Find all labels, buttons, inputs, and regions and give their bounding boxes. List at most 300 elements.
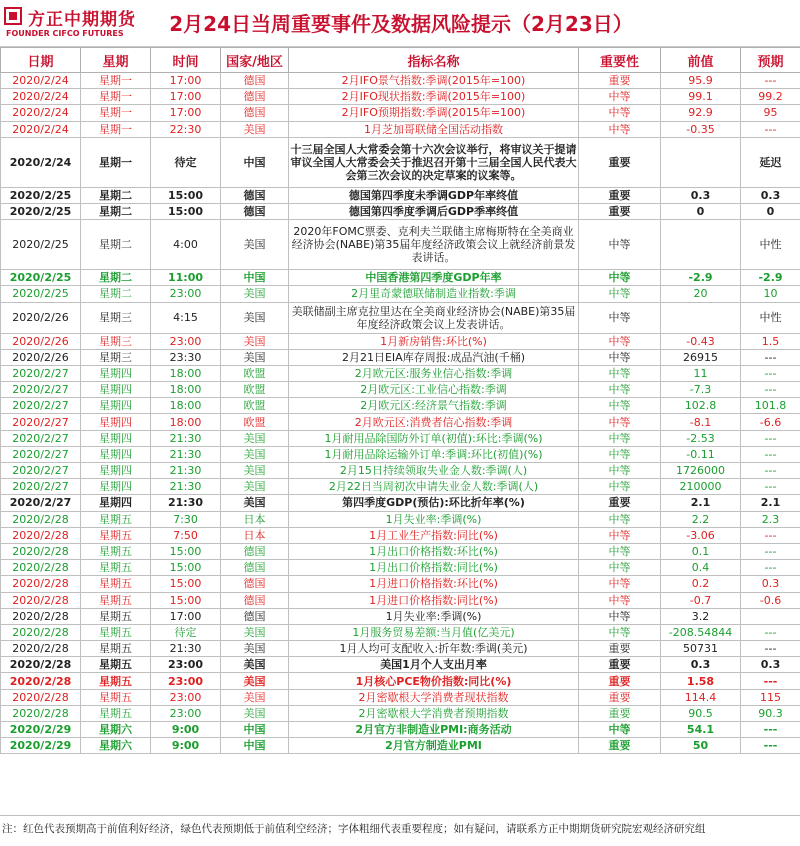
cell-importance: 中等 (579, 479, 661, 495)
cell-time: 21:30 (151, 430, 221, 446)
cell-time: 18:00 (151, 398, 221, 414)
cell-indicator: 2月密歇根大学消费者预期指数 (289, 705, 579, 721)
cell-importance: 中等 (579, 722, 661, 738)
cell-importance: 重要 (579, 689, 661, 705)
cell-time: 15:00 (151, 576, 221, 592)
cell-region: 美国 (221, 349, 289, 365)
table-row (1, 722, 800, 738)
table-row (1, 479, 800, 495)
cell-forecast: --- (741, 641, 800, 657)
cell-region: 德国 (221, 543, 289, 559)
cell-weekday: 星期四 (81, 495, 151, 511)
cell-region: 美国 (221, 121, 289, 137)
cell-importance: 中等 (579, 349, 661, 365)
cell-region: 美国 (221, 495, 289, 511)
cell-weekday: 星期五 (81, 592, 151, 608)
cell-forecast: --- (741, 382, 800, 398)
cell-weekday: 星期五 (81, 543, 151, 559)
cell-importance: 重要 (579, 73, 661, 89)
cell-time: 待定 (151, 137, 221, 187)
cell-time: 21:30 (151, 641, 221, 657)
cell-importance: 中等 (579, 446, 661, 462)
cell-importance: 重要 (579, 673, 661, 689)
cell-date: 2020/2/28 (1, 608, 81, 624)
cell-importance: 重要 (579, 495, 661, 511)
cell-previous: -2.9 (661, 270, 741, 286)
cell-previous: 3.2 (661, 608, 741, 624)
cell-forecast: --- (741, 543, 800, 559)
cell-previous: -0.11 (661, 446, 741, 462)
cell-date: 2020/2/27 (1, 398, 81, 414)
col-header-importance: 重要性 (579, 48, 661, 73)
cell-weekday: 星期四 (81, 463, 151, 479)
page-title: 2月24日当周重要事件及数据风险提示（2月23日） (166, 8, 636, 37)
cell-region: 日本 (221, 527, 289, 543)
cell-time: 23:00 (151, 333, 221, 349)
cell-region: 美国 (221, 641, 289, 657)
cell-time: 22:30 (151, 121, 221, 137)
cell-weekday: 星期一 (81, 121, 151, 137)
cell-time: 17:00 (151, 105, 221, 121)
cell-time: 21:30 (151, 479, 221, 495)
cell-previous: 26915 (661, 349, 741, 365)
table-row (1, 414, 800, 430)
cell-previous: -0.35 (661, 121, 741, 137)
cell-date: 2020/2/28 (1, 560, 81, 576)
cell-importance: 中等 (579, 302, 661, 333)
cell-region: 美国 (221, 705, 289, 721)
cell-previous: 210000 (661, 479, 741, 495)
cell-time: 23:00 (151, 673, 221, 689)
cell-time: 23:00 (151, 286, 221, 302)
cell-forecast: --- (741, 624, 800, 640)
cell-previous: -2.53 (661, 430, 741, 446)
cell-indicator: 2月欧元区:服务业信心指数:季调 (289, 365, 579, 381)
col-header-forecast: 预期 (741, 48, 800, 73)
cell-previous: 0.3 (661, 187, 741, 203)
table-row (1, 657, 800, 673)
cell-forecast: --- (741, 527, 800, 543)
table-row (1, 398, 800, 414)
cell-region: 美国 (221, 657, 289, 673)
cell-importance: 中等 (579, 430, 661, 446)
cell-forecast: --- (741, 673, 800, 689)
cell-region: 美国 (221, 286, 289, 302)
cell-weekday: 星期五 (81, 527, 151, 543)
col-header-time: 时间 (151, 48, 221, 73)
cell-indicator: 2月IFO景气指数:季调(2015年=100) (289, 73, 579, 89)
cell-date: 2020/2/25 (1, 203, 81, 219)
events-table (0, 47, 800, 754)
cell-region: 欧盟 (221, 382, 289, 398)
cell-forecast: 0.3 (741, 187, 800, 203)
table-row (1, 463, 800, 479)
cell-forecast (741, 608, 800, 624)
cell-region: 德国 (221, 105, 289, 121)
cell-weekday: 星期二 (81, 270, 151, 286)
cell-weekday: 星期四 (81, 479, 151, 495)
cell-indicator: 中国香港第四季度GDP年率 (289, 270, 579, 286)
cell-weekday: 星期一 (81, 73, 151, 89)
cell-importance: 中等 (579, 105, 661, 121)
cell-forecast: -2.9 (741, 270, 800, 286)
cell-importance: 中等 (579, 624, 661, 640)
cell-importance: 中等 (579, 592, 661, 608)
cell-importance: 中等 (579, 286, 661, 302)
cell-indicator: 1月工业生产指数:同比(%) (289, 527, 579, 543)
cell-indicator: 1月进口价格指数:同比(%) (289, 592, 579, 608)
cell-date: 2020/2/27 (1, 414, 81, 430)
cell-region: 德国 (221, 608, 289, 624)
table-row (1, 121, 800, 137)
cell-indicator: 1月核心PCE物价指数:同比(%) (289, 673, 579, 689)
table-row (1, 673, 800, 689)
cell-weekday: 星期一 (81, 137, 151, 187)
table-row (1, 270, 800, 286)
col-header-indicator: 指标名称 (289, 48, 579, 73)
table-row (1, 105, 800, 121)
table-row (1, 446, 800, 462)
cell-weekday: 星期四 (81, 430, 151, 446)
cell-forecast: 延迟 (741, 137, 800, 187)
cell-forecast: 中性 (741, 220, 800, 270)
cell-time: 15:00 (151, 203, 221, 219)
cell-importance: 中等 (579, 511, 661, 527)
cell-previous: 102.8 (661, 398, 741, 414)
cell-region: 德国 (221, 576, 289, 592)
cell-region: 德国 (221, 73, 289, 89)
cell-forecast: --- (741, 365, 800, 381)
cell-time: 21:30 (151, 446, 221, 462)
cell-date: 2020/2/27 (1, 479, 81, 495)
cell-importance: 中等 (579, 608, 661, 624)
footnote: 注：红色代表预期高于前值利好经济，绿色代表预期低于前值利空经济；字体粗细代表重要程度；如有疑问，请联系方正中期期货研究院宏观经济研究组 (0, 815, 800, 846)
cell-previous: 50 (661, 738, 741, 754)
cell-indicator: 美国1月个人支出月率 (289, 657, 579, 673)
cell-forecast: --- (741, 349, 800, 365)
cell-importance: 重要 (579, 137, 661, 187)
cell-time: 23:30 (151, 349, 221, 365)
cell-weekday: 星期五 (81, 624, 151, 640)
cell-indicator: 1月耐用品除国防外订单(初值):环比:季调(%) (289, 430, 579, 446)
cell-forecast: 101.8 (741, 398, 800, 414)
table-row (1, 89, 800, 105)
cell-time: 15:00 (151, 560, 221, 576)
table-body (1, 73, 800, 754)
col-header-weekday: 星期 (81, 48, 151, 73)
cell-importance: 中等 (579, 414, 661, 430)
cell-forecast: 中性 (741, 302, 800, 333)
table-row (1, 689, 800, 705)
cell-indicator: 1月服务贸易差额:当月值(亿美元) (289, 624, 579, 640)
cell-date: 2020/2/26 (1, 349, 81, 365)
cell-region: 德国 (221, 592, 289, 608)
cell-time: 4:15 (151, 302, 221, 333)
cell-forecast: --- (741, 73, 800, 89)
cell-indicator: 2月官方非制造业PMI:商务活动 (289, 722, 579, 738)
cell-forecast: --- (741, 722, 800, 738)
cell-weekday: 星期四 (81, 365, 151, 381)
cell-weekday: 星期五 (81, 641, 151, 657)
cell-forecast: 0.3 (741, 576, 800, 592)
cell-weekday: 星期一 (81, 105, 151, 121)
cell-weekday: 星期四 (81, 414, 151, 430)
cell-region: 中国 (221, 270, 289, 286)
cell-indicator: 1月耐用品除运输外订单:季调:环比(初值)(%) (289, 446, 579, 462)
logo-text-cn: 方正中期期货 (28, 5, 136, 30)
cell-indicator: 2月22日当周初次申请失业金人数:季调(人) (289, 479, 579, 495)
cell-date: 2020/2/29 (1, 722, 81, 738)
cell-date: 2020/2/26 (1, 302, 81, 333)
cell-importance: 中等 (579, 121, 661, 137)
cell-date: 2020/2/28 (1, 705, 81, 721)
table-row (1, 73, 800, 89)
cell-weekday: 星期三 (81, 333, 151, 349)
cell-time: 11:00 (151, 270, 221, 286)
table-row (1, 187, 800, 203)
header-bar (0, 0, 800, 47)
cell-indicator: 德国第四季度未季调GDP年率终值 (289, 187, 579, 203)
cell-region: 中国 (221, 738, 289, 754)
cell-time: 15:00 (151, 543, 221, 559)
cell-previous: 99.1 (661, 89, 741, 105)
cell-previous: 0.1 (661, 543, 741, 559)
cell-region: 德国 (221, 203, 289, 219)
cell-previous: -3.06 (661, 527, 741, 543)
cell-forecast: 90.3 (741, 705, 800, 721)
cell-previous (661, 137, 741, 187)
cell-indicator: 美联储副主席克拉里达在全美商业经济协会(NABE)第35届年度经济政策会议上发表讲话。 (289, 302, 579, 333)
cell-weekday: 星期三 (81, 349, 151, 365)
cell-forecast: --- (741, 560, 800, 576)
cell-time: 23:00 (151, 705, 221, 721)
cell-weekday: 星期五 (81, 673, 151, 689)
table-row (1, 527, 800, 543)
cell-indicator: 1月失业率:季调(%) (289, 511, 579, 527)
cell-date: 2020/2/24 (1, 137, 81, 187)
cell-weekday: 星期六 (81, 722, 151, 738)
cell-region: 欧盟 (221, 398, 289, 414)
cell-region: 德国 (221, 187, 289, 203)
table-row (1, 738, 800, 754)
cell-indicator: 2月IFO现状指数:季调(2015年=100) (289, 89, 579, 105)
table-row (1, 382, 800, 398)
cell-previous: -208.54844 (661, 624, 741, 640)
cell-indicator: 2月15日持续领取失业金人数:季调(人) (289, 463, 579, 479)
table-row (1, 286, 800, 302)
table-row (1, 430, 800, 446)
cell-region: 美国 (221, 673, 289, 689)
cell-importance: 中等 (579, 398, 661, 414)
cell-region: 日本 (221, 511, 289, 527)
cell-date: 2020/2/25 (1, 220, 81, 270)
cell-time: 21:30 (151, 463, 221, 479)
cell-forecast: --- (741, 446, 800, 462)
cell-date: 2020/2/27 (1, 495, 81, 511)
cell-date: 2020/2/28 (1, 673, 81, 689)
table-row (1, 511, 800, 527)
cell-region: 美国 (221, 302, 289, 333)
cell-importance: 中等 (579, 220, 661, 270)
cell-date: 2020/2/27 (1, 365, 81, 381)
cell-date: 2020/2/25 (1, 187, 81, 203)
cell-previous: 54.1 (661, 722, 741, 738)
cell-forecast: 115 (741, 689, 800, 705)
cell-previous: 90.5 (661, 705, 741, 721)
cell-weekday: 星期二 (81, 220, 151, 270)
table-row (1, 333, 800, 349)
cell-indicator: 2月官方制造业PMI (289, 738, 579, 754)
cell-previous: 2.1 (661, 495, 741, 511)
cell-date: 2020/2/27 (1, 430, 81, 446)
cell-forecast: 0 (741, 203, 800, 219)
cell-date: 2020/2/25 (1, 270, 81, 286)
col-header-date: 日期 (1, 48, 81, 73)
cell-date: 2020/2/28 (1, 592, 81, 608)
cell-time: 21:30 (151, 495, 221, 511)
cell-previous: -0.43 (661, 333, 741, 349)
cell-date: 2020/2/29 (1, 738, 81, 754)
cell-time: 18:00 (151, 382, 221, 398)
cell-weekday: 星期五 (81, 511, 151, 527)
cell-previous: 1.58 (661, 673, 741, 689)
cell-previous: 95.9 (661, 73, 741, 89)
cell-previous (661, 302, 741, 333)
cell-date: 2020/2/28 (1, 576, 81, 592)
cell-weekday: 星期五 (81, 689, 151, 705)
cell-importance: 中等 (579, 382, 661, 398)
cell-indicator: 2月密歇根大学消费者现状指数 (289, 689, 579, 705)
table-row (1, 608, 800, 624)
cell-importance: 中等 (579, 543, 661, 559)
table-row (1, 137, 800, 187)
cell-region: 美国 (221, 430, 289, 446)
cell-forecast: --- (741, 463, 800, 479)
table-row (1, 592, 800, 608)
cell-region: 中国 (221, 137, 289, 187)
table-row (1, 705, 800, 721)
cell-date: 2020/2/26 (1, 333, 81, 349)
table-row (1, 203, 800, 219)
table-row (1, 302, 800, 333)
cell-weekday: 星期五 (81, 560, 151, 576)
cell-time: 18:00 (151, 365, 221, 381)
cell-time: 23:00 (151, 657, 221, 673)
cell-weekday: 星期二 (81, 286, 151, 302)
cell-forecast: 99.2 (741, 89, 800, 105)
cell-indicator: 2月欧元区:消费者信心指数:季调 (289, 414, 579, 430)
cell-weekday: 星期四 (81, 446, 151, 462)
cell-importance: 中等 (579, 560, 661, 576)
cell-region: 美国 (221, 624, 289, 640)
cell-weekday: 星期五 (81, 705, 151, 721)
cell-previous: 0.2 (661, 576, 741, 592)
table-row (1, 576, 800, 592)
cell-importance: 中等 (579, 527, 661, 543)
cell-region: 美国 (221, 446, 289, 462)
table-row (1, 220, 800, 270)
cell-date: 2020/2/27 (1, 446, 81, 462)
cell-time: 23:00 (151, 689, 221, 705)
cell-indicator: 2月欧元区:经济景气指数:季调 (289, 398, 579, 414)
cell-date: 2020/2/24 (1, 121, 81, 137)
cell-importance: 中等 (579, 576, 661, 592)
table-row (1, 349, 800, 365)
table-row (1, 543, 800, 559)
cell-importance: 中等 (579, 333, 661, 349)
cell-indicator: 德国第四季度季调后GDP季率终值 (289, 203, 579, 219)
cell-date: 2020/2/24 (1, 105, 81, 121)
cell-forecast: 0.3 (741, 657, 800, 673)
cell-region: 中国 (221, 722, 289, 738)
cell-importance: 中等 (579, 463, 661, 479)
cell-previous: 114.4 (661, 689, 741, 705)
cell-previous: -7.3 (661, 382, 741, 398)
cell-indicator: 1月失业率:季调(%) (289, 608, 579, 624)
cell-previous: 92.9 (661, 105, 741, 121)
cell-weekday: 星期一 (81, 89, 151, 105)
cell-weekday: 星期五 (81, 576, 151, 592)
cell-previous: -8.1 (661, 414, 741, 430)
cell-importance: 重要 (579, 738, 661, 754)
cell-region: 美国 (221, 689, 289, 705)
cell-indicator: 2月欧元区:工业信心指数:季调 (289, 382, 579, 398)
cell-time: 9:00 (151, 738, 221, 754)
cell-forecast: 1.5 (741, 333, 800, 349)
cell-time: 17:00 (151, 89, 221, 105)
cell-date: 2020/2/24 (1, 89, 81, 105)
cell-date: 2020/2/28 (1, 624, 81, 640)
table-row (1, 560, 800, 576)
cell-time: 4:00 (151, 220, 221, 270)
cell-indicator: 1月芝加哥联储全国活动指数 (289, 121, 579, 137)
cell-date: 2020/2/28 (1, 641, 81, 657)
cell-indicator: 1月出口价格指数:环比(%) (289, 543, 579, 559)
table-row (1, 641, 800, 657)
cell-forecast: 2.3 (741, 511, 800, 527)
cell-forecast: 95 (741, 105, 800, 121)
cell-indicator: 1月进口价格指数:环比(%) (289, 576, 579, 592)
cell-date: 2020/2/28 (1, 527, 81, 543)
cell-previous: -0.7 (661, 592, 741, 608)
cell-region: 欧盟 (221, 365, 289, 381)
cell-importance: 中等 (579, 365, 661, 381)
cell-indicator: 第四季度GDP(预估):环比折年率(%) (289, 495, 579, 511)
cell-date: 2020/2/25 (1, 286, 81, 302)
cell-date: 2020/2/27 (1, 463, 81, 479)
cell-importance: 中等 (579, 270, 661, 286)
cell-importance: 重要 (579, 657, 661, 673)
cell-time: 待定 (151, 624, 221, 640)
cell-date: 2020/2/27 (1, 382, 81, 398)
cell-previous: 0 (661, 203, 741, 219)
cell-previous: 1726000 (661, 463, 741, 479)
cell-importance: 重要 (579, 203, 661, 219)
cell-forecast: -6.6 (741, 414, 800, 430)
cell-previous: 0.4 (661, 560, 741, 576)
cell-weekday: 星期二 (81, 203, 151, 219)
company-logo (4, 5, 164, 43)
cell-time: 7:30 (151, 511, 221, 527)
cell-time: 15:00 (151, 187, 221, 203)
cell-region: 德国 (221, 89, 289, 105)
cell-time: 17:00 (151, 73, 221, 89)
cell-weekday: 星期三 (81, 302, 151, 333)
cell-region: 欧盟 (221, 414, 289, 430)
cell-indicator: 2月21日EIA库存周报:成品汽油(千桶) (289, 349, 579, 365)
cell-previous: 2.2 (661, 511, 741, 527)
table-row (1, 495, 800, 511)
